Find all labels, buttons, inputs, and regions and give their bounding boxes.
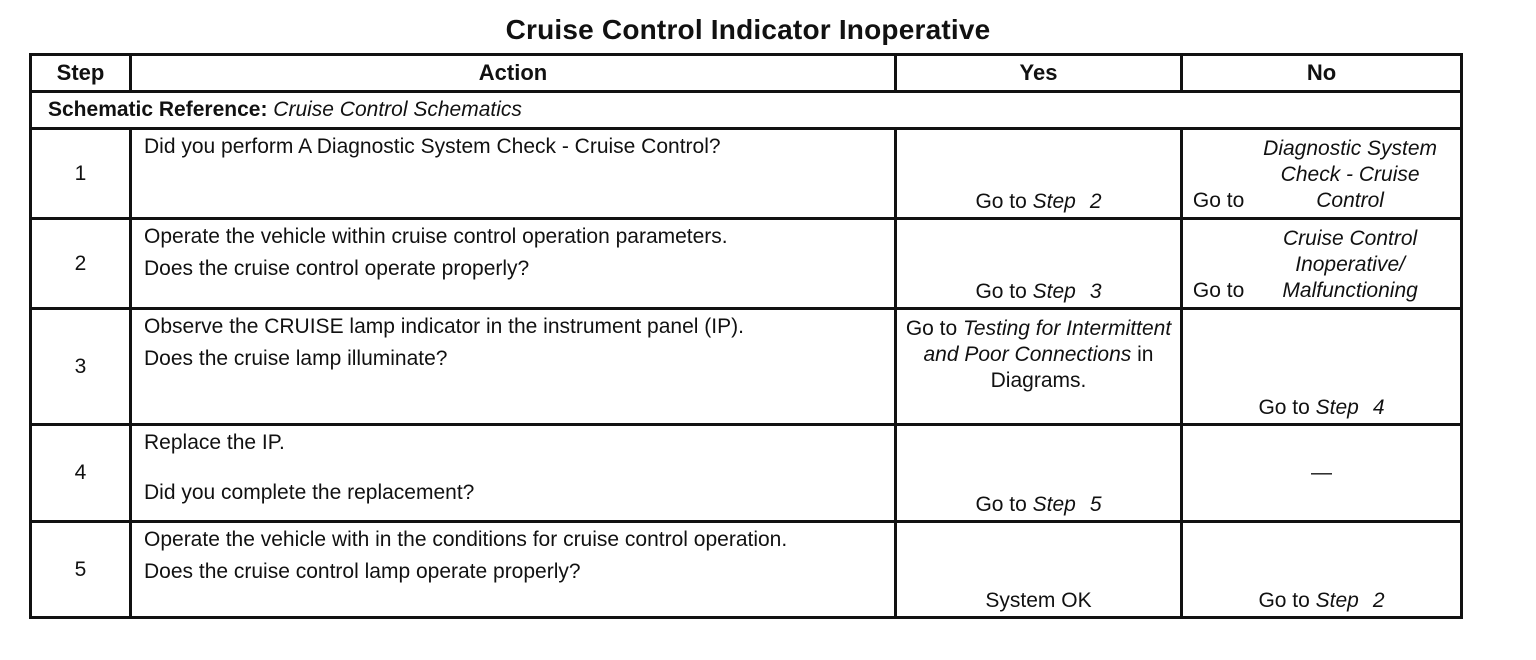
yes-link[interactable]: Testing for Intermittent and Poor Connections: [923, 317, 1172, 366]
yes-cell: [896, 219, 1182, 309]
table-row: [31, 522, 1462, 618]
action-cell: [131, 425, 896, 522]
action-question: Did you complete the replacement?: [144, 481, 475, 504]
yes-prefix: Go to: [975, 493, 1027, 516]
no-cell: [1182, 219, 1462, 309]
yes-step-number[interactable]: 5: [1089, 493, 1102, 516]
no-step-number[interactable]: 4: [1372, 396, 1385, 419]
no-step-number[interactable]: 2: [1372, 589, 1385, 612]
no-link[interactable]: Diagnostic System Check - Cruise Control: [1263, 137, 1438, 212]
schematic-link[interactable]: Cruise Control Schematics: [273, 98, 522, 121]
yes-text: System OK: [985, 589, 1092, 612]
yes-suffix: in Diagrams.: [990, 343, 1154, 392]
table-row: [31, 309, 1462, 425]
yes-step-link[interactable]: Step: [1032, 280, 1076, 303]
header-action: Action: [131, 55, 896, 92]
action-cell: [131, 522, 896, 618]
table-row: [31, 219, 1462, 309]
yes-cell: [896, 309, 1182, 425]
action-question: Does the cruise control lamp operate properly?: [144, 560, 581, 583]
yes-cell: [896, 129, 1182, 219]
action-cell: [131, 129, 896, 219]
no-link[interactable]: Cruise Control Inoperative/ Malfunctioning: [1282, 227, 1418, 302]
step-number: 4: [31, 425, 131, 522]
action-text: Observe the CRUISE lamp indicator in the instrument panel (IP).: [144, 315, 744, 338]
no-cell: [1182, 522, 1462, 618]
header-yes: Yes: [896, 55, 1182, 92]
no-dash: —: [1311, 461, 1332, 484]
no-cell: [1182, 425, 1462, 522]
schematic-label: Schematic Reference:: [48, 98, 268, 121]
yes-prefix: Go to: [975, 190, 1027, 213]
action-question: Does the cruise lamp illuminate?: [144, 347, 448, 370]
header-no: No: [1182, 55, 1462, 92]
action-text: Did you perform A Diagnostic System Check - Cruise Control?: [144, 135, 721, 158]
yes-step-number[interactable]: 3: [1089, 280, 1102, 303]
action-text: Replace the IP.: [144, 431, 285, 454]
no-cell: [1182, 309, 1462, 425]
table-row: [31, 129, 1462, 219]
table-row: [31, 425, 1462, 522]
step-number: 1: [31, 129, 131, 219]
step-number: 2: [31, 219, 131, 309]
action-question: Does the cruise control operate properly?: [144, 257, 530, 280]
no-prefix: Go to: [1192, 189, 1245, 212]
yes-cell: [896, 522, 1182, 618]
no-prefix: Go to: [1258, 396, 1310, 419]
action-text: Operate the vehicle within cruise control operation parameters.: [144, 225, 728, 248]
action-cell: [131, 309, 896, 425]
page-title: Cruise Control Indicator Inoperative: [505, 14, 991, 45]
diagnostic-table: [29, 53, 1463, 619]
action-cell: [131, 219, 896, 309]
yes-prefix: Go to: [905, 317, 958, 340]
yes-cell: [896, 425, 1182, 522]
no-step-link[interactable]: Step: [1315, 396, 1359, 419]
yes-prefix: Go to: [975, 280, 1027, 303]
header-step: Step: [31, 55, 131, 92]
schematic-row: [31, 92, 1462, 129]
no-prefix: Go to: [1258, 589, 1310, 612]
yes-step-link[interactable]: Step: [1032, 190, 1076, 213]
header-row: [31, 55, 1462, 92]
step-number: 5: [31, 522, 131, 618]
yes-step-number[interactable]: 2: [1089, 190, 1102, 213]
step-number: 3: [31, 309, 131, 425]
yes-step-link[interactable]: Step: [1032, 493, 1076, 516]
no-step-link[interactable]: Step: [1315, 589, 1359, 612]
schematic-reference: [31, 92, 1462, 129]
no-cell: [1182, 129, 1462, 219]
no-prefix: Go to: [1192, 279, 1245, 302]
action-text: Operate the vehicle with in the conditions for cruise control operation.: [144, 528, 788, 551]
